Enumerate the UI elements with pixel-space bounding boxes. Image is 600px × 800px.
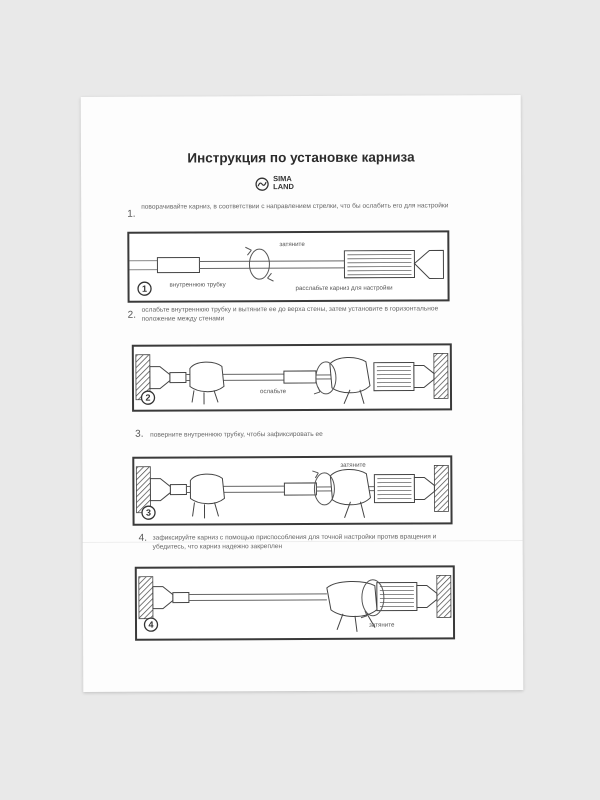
step-1-badge: 1 [142,283,148,294]
step-4-drawing [137,567,453,638]
step-4-label-bottom: затяните [368,621,395,629]
step-4-badge: 4 [148,619,154,630]
step-1-illustration [127,230,449,302]
step-4-number: 4. [138,532,147,544]
step-4-illustration [135,565,455,640]
step-4-text: зафиксируйте карниз с помощью приспособления для точной настройки против вращения и убедитесь, что карниз надежно закреплен [152,533,437,551]
step-2-text: ослабьте внутреннюю трубку и вытяните ее до верха стены, затем установите в горизонтальное положение между стенами [141,305,439,323]
step-1-number: 1. [127,208,136,220]
step-3-illustration [132,455,452,525]
brand-logo [255,174,315,200]
step-3-label-top: затяните [340,461,366,469]
step-1-text: поворачивайте карниз, в соответствии с направлением стрелки, что бы ослабить его для настройки [141,202,449,211]
step-2-badge: 2 [145,392,151,403]
step-3-badge: 3 [145,507,152,518]
step-1-label-bottom-left: внутреннюю трубку [169,281,226,289]
page-title: Инструкция по установке карниза [187,149,415,166]
step-2-number: 2. [127,309,137,321]
step-1-label-bottom-right: расслабьте карниз для настройки [295,284,393,293]
step-3-text: поверните внутреннюю трубку, чтобы зафиксировать ее [150,430,323,439]
step-2-illustration [132,343,452,411]
step-2-drawing [134,345,450,409]
instruction-sheet [81,95,524,692]
step-2-label-bottom: ослабьте [259,388,287,396]
step-3-number: 3. [135,428,144,440]
logo-wordmark: SIMA LAND [273,174,294,192]
step-1-label-top: затяните [279,240,305,249]
step-3-drawing [134,457,450,523]
logo-wave-icon [255,177,269,191]
